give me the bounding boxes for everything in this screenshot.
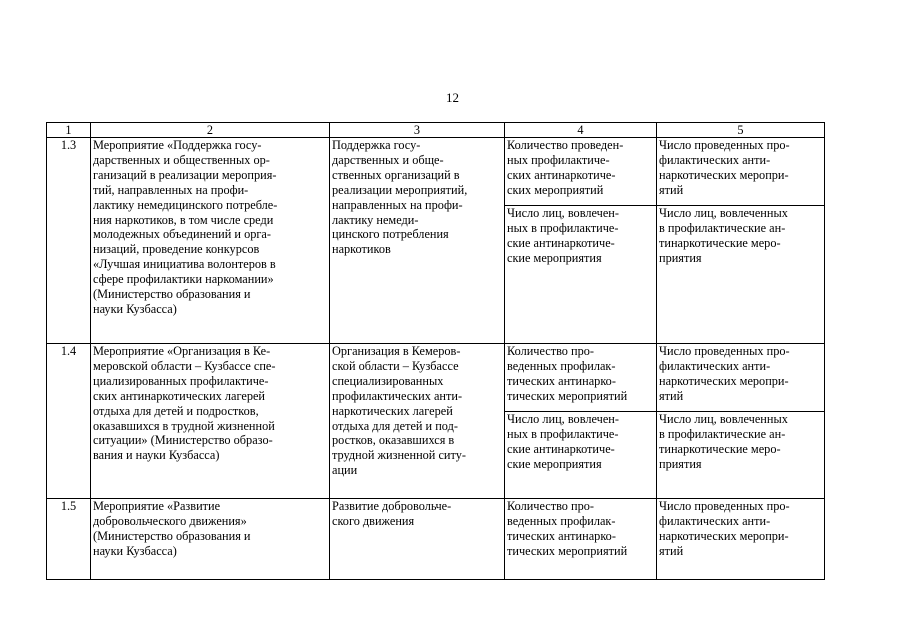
metric-cell: Число проведенных про- филактических анти- наркотических меропри- ятий [657,499,825,580]
direction-cell: Организация в Кемеров- ской области – Кузбассе специализированных профилактических анти- наркотических лагерей отдыха для детей и под- ростков, оказавшихся в трудной жизненной ситу- ации [330,344,505,499]
indicator-cell: Число лиц, вовлечен- ных в профилактиче- ские антинаркотиче- ские мероприятия [505,412,657,499]
direction-cell: Развитие добровольче- ского движения [330,499,505,580]
metric-cell: Число проведенных про- филактических анти- наркотических меропри- ятий [657,344,825,412]
table-row [47,499,825,580]
indicator-cell: Количество про- веденных профилак- тических антинарко- тических мероприятий [505,344,657,412]
table-row [47,138,825,206]
page-number: 12 [446,90,459,105]
indicator-cell: Число лиц, вовлечен- ных в профилактиче- ские антинаркотиче- ские мероприятия [505,206,657,344]
row-number: 1.5 [47,499,91,580]
header-col-1: 1 [47,123,91,138]
event-cell: Мероприятие «Развитие добровольческого движения» (Министерство образования и науки Кузбасса) [91,499,330,580]
header-col-2: 2 [91,123,330,138]
metric-cell: Число лиц, вовлеченных в профилактические ан- тинаркотические меро- приятия [657,412,825,499]
header-col-4: 4 [505,123,657,138]
header-col-5: 5 [657,123,825,138]
event-cell: Мероприятие «Поддержка госу- дарственных и общественных ор- ганизаций в реализации мероприя- тий, направленных на профи- лактику немедицинского потребле- ния наркотиков, в том числе среди молодежных объединений и орга- низаций, проведение конкурсов «Лучшая инициатива волонтеров в сфере профилактики наркомании» (Министерство образования и науки Кузбасса) [91,138,330,344]
indicator-cell: Количество проведен- ных профилактиче- ских антинаркотиче- ских мероприятий [505,138,657,206]
header-col-3: 3 [330,123,505,138]
indicator-cell: Количество про- веденных профилак- тических антинарко- тических мероприятий [505,499,657,580]
table-header-row [47,123,825,138]
direction-cell: Поддержка госу- дарственных и обще- ственных организаций в реализации мероприятий, направленных на профи- лактику немеди- цинского потребления наркотиков [330,138,505,344]
metric-cell: Число лиц, вовлеченных в профилактические ан- тинаркотические меро- приятия [657,206,825,344]
table-row [47,344,825,412]
row-number: 1.4 [47,344,91,499]
metric-cell: Число проведенных про- филактических анти- наркотических меропри- ятий [657,138,825,206]
row-number: 1.3 [47,138,91,344]
event-cell: Мероприятие «Организация в Ке- меровской области – Кузбассе спе- циализированных профилактиче- ских антинаркотических лагерей отдыха для детей и подростков, оказавшихся в трудной жизненной ситуации» (Министерство образо- вания и науки Кузбасса) [91,344,330,499]
measures-table [46,122,825,580]
